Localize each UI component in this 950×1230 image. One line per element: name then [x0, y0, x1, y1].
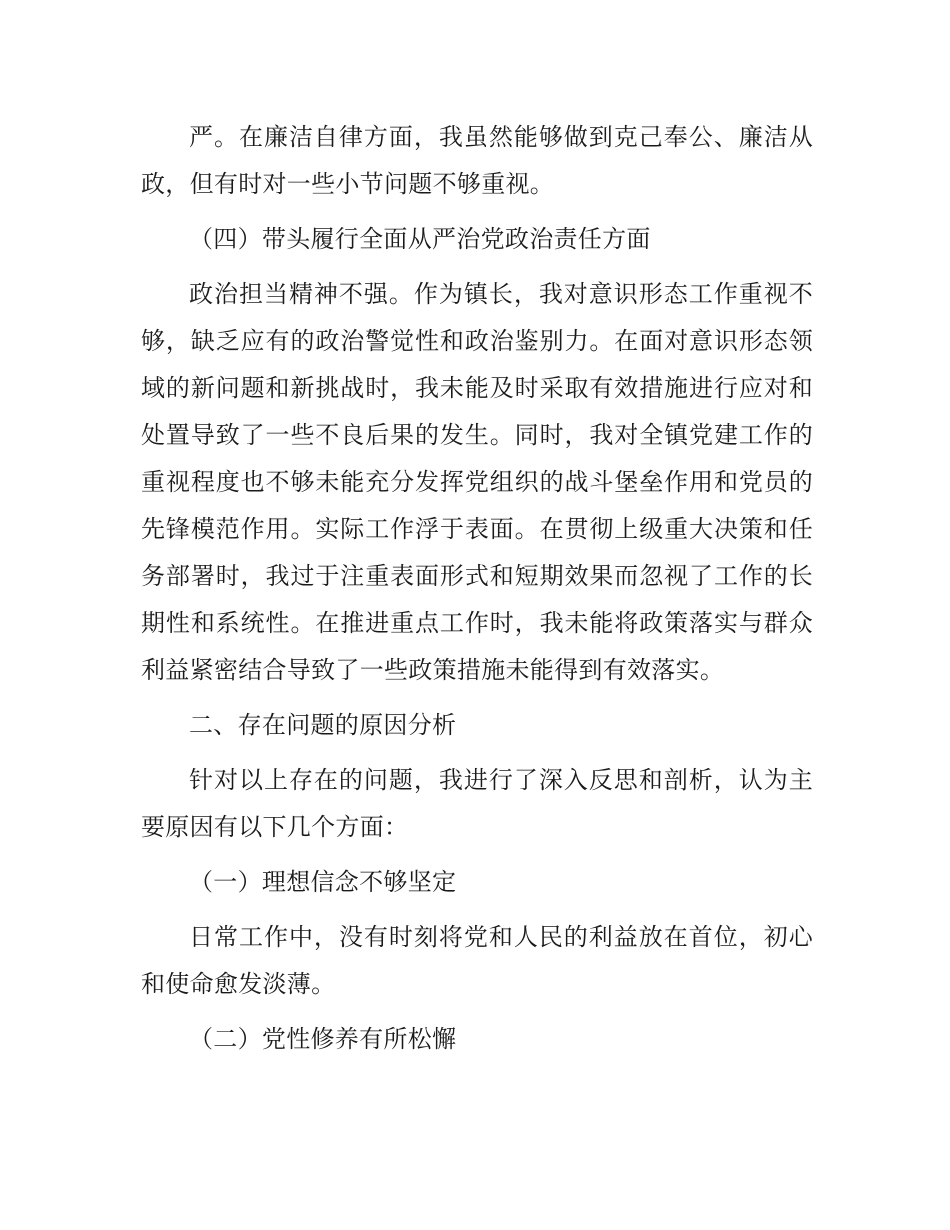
- section-heading-2: （二）党性修养有所松懈: [189, 1025, 457, 1053]
- document-body: [141, 114, 813, 1071]
- paragraph-continuation: 严。在廉洁自律方面，我虽然能够做到克己奉公、廉洁从政，但有时对一些小节问题不够重视。: [141, 123, 813, 198]
- section-heading-4: （四）带头履行全面从严治党政治责任方面: [189, 225, 651, 253]
- paragraph-cause-intro: 针对以上存在的问题，我进行了深入反思和剖析，认为主要原因有以下几个方面：: [141, 766, 813, 841]
- section-heading-1: （一）理想信念不够坚定: [189, 868, 457, 896]
- paragraph-political-responsibility: 政治担当精神不强。作为镇长，我对意识形态工作重视不够，缺乏应有的政治警觉性和政治鉴别力。在面对意识形态领域的新问题和新挑战时，我未能及时采取有效措施进行应对和处置导致了一些不良后果的发生。同时，我对全镇党建工作的重视程度也不够未能充分发挥党组织的战斗堡垒作用和党员的先锋模范作用。实际工作浮于表面。在贯彻上级重大决策和任务部署时，我过于注重表面形式和短期效果而忽视了工作的长期性和系统性。在推进重点工作时，我未能将政策落实与群众利益紧密结合导致了一些政策措施未能得到有效落实。: [141, 280, 813, 684]
- section-heading-cause-analysis: 二、存在问题的原因分析: [189, 711, 457, 739]
- paragraph-ideals: 日常工作中，没有时刻将党和人民的利益放在首位，初心和使命愈发淡薄。: [141, 923, 813, 998]
